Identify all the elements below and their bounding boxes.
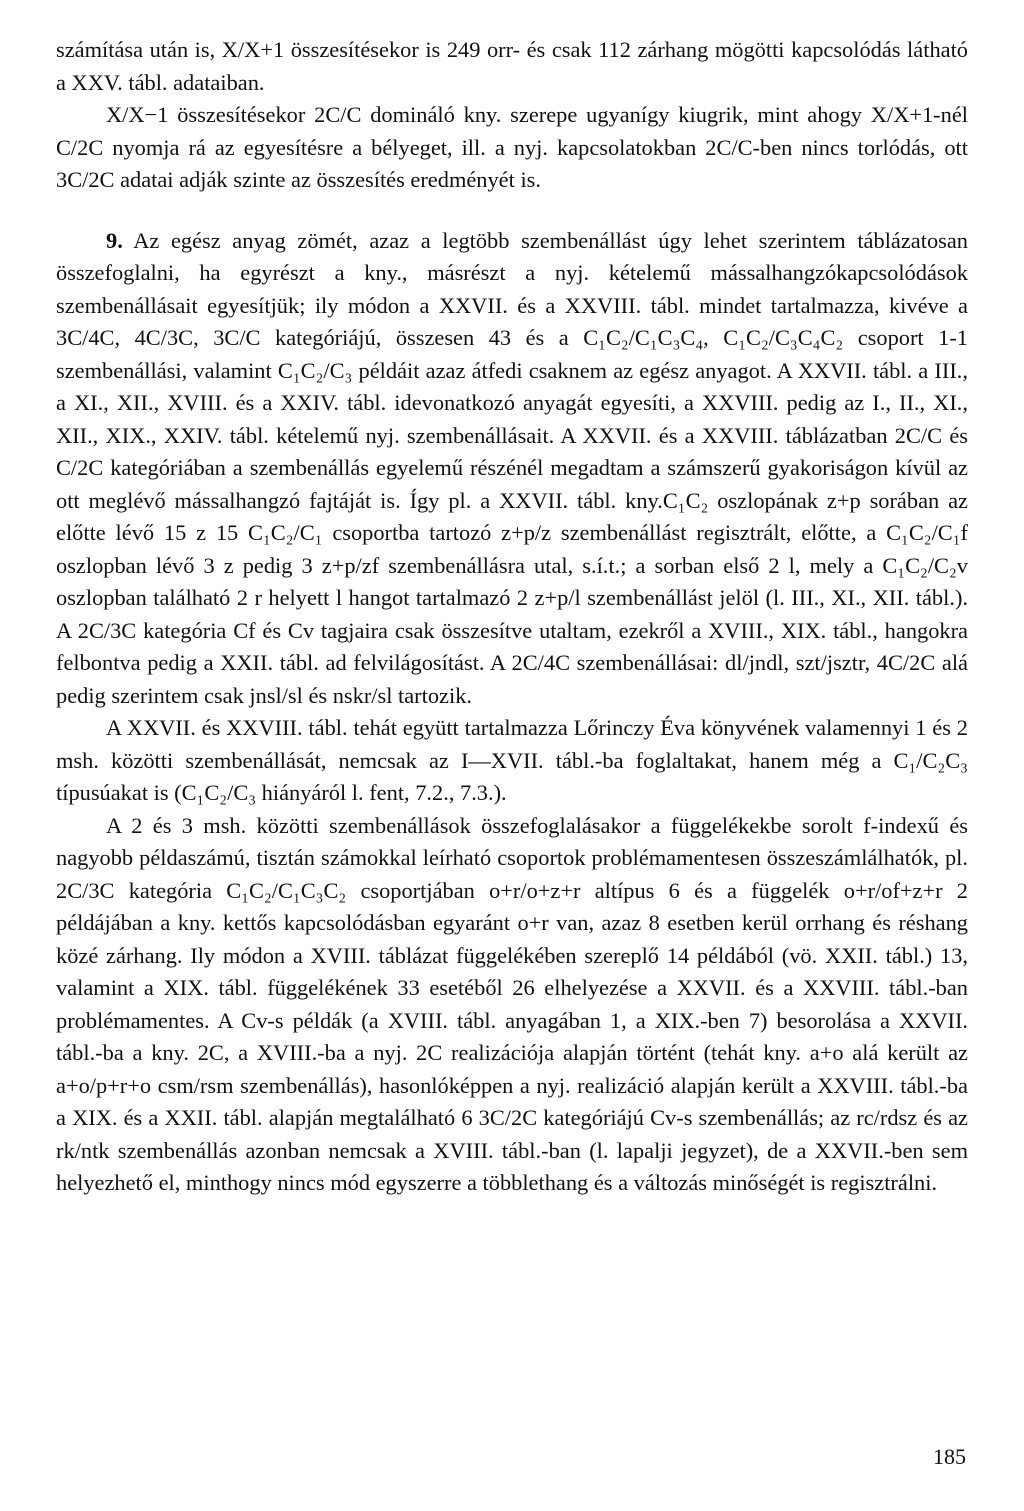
paragraph-3-section-9 [56, 225, 968, 713]
paragraph-5: A 2 és 3 msh. közötti szembenállások összefoglalásakor a függelékekbe sorolt f-indexű és nagyobb példaszámú, tisztán számokkal leírható csoportok problémamentesen összeszámlálhatók, pl. 2C/3C kategória C₁C₂/C₁C₃C₂ csoportjában o+r/o+z+r altípus 6 és a függelék o+r/of+z+r 2 példájában a kny. kettős kapcsolódásban egyaránt o+r van, azaz 8 esetben kerül orrhang és réshang közé zárhang. Ily módon a XVIII. táblázat függelékében szereplő 14 példából (vö. XXII. tábl.) 13, valamint a XIX. tábl. függelékének 33 esetéből 26 elhelyezése a XXVII. és a XXVIII. tábl.-ban problémamentes. A Cv-s példák (a XVIII. tábl. anyagában 1, a XIX.-ben 7) besorolása a XXVII. tábl.-ba a kny. 2C, a XVIII.-ba a nyj. 2C realizációja alapján történt (tehát kny. a+o alá került az a+o/p+r+o csm/rsm szembenállás), hasonlóképpen a nyj. realizáció alapján került a XXVIII. tábl.-ba a XIX. és a XXII. tábl. alapján megtalálható 6 3C/2C kategóriájú Cv-s szembenállás; az rc/rdsz és az rk/ntk szembenállás azonban nemcsak a XVIII. tábl.-ban (l. lapalji jegyzet), de a XXVII.-ben sem helyezhető el, minthogy nincs mód egyszerre a többlethang és a változás minőségét is regisztrálni. [56, 812, 968, 1195]
paragraph-2: X/X−1 összesítésekor 2C/C domináló kny. szerepe ugyanígy kiugrik, mint ahogy X/X+1-nél C/2C nyomja rá az egyesítésre a bélyeget, ill. a nyj. kapcsolatokban 2C/C-ben nincs torlódás, ott 3C/2C adatai adják szinte az összesítés eredményét is. [56, 102, 968, 192]
page-number: 185 [933, 1444, 966, 1469]
section-number: 9. [106, 227, 123, 253]
body-text [56, 34, 968, 1200]
paragraph-1: számítása után is, X/X+1 összesítésekor is 249 orr- és csak 112 zárhang mögötti kapcsolódás látható a XXV. tábl. adataiban. [56, 37, 968, 95]
paragraph-3-text: Az egész anyag zömét, azaz a legtöbb szembenállást úgy lehet szerintem táblázatosan összefoglalni, ha egyrészt a kny., másrészt a nyj. kételemű mássalhangzókapcsolódások szembenállásait egyesítjük; ily módon a XXVII. és a XXVIII. tábl. mindet tartalmazza, kivéve a 3C/4C, 4C/3C, 3C/C kategóriájú, összesen 43 és a C₁C₂/C₁C₃C₄, C₁C₂/C₃C₄C₂ csoport 1-1 szembenállási, valamint C₁C₂/C₃ példáit azaz átfedi csaknem az egész anyagot. A XXVII. tábl. a III., a XI., XII., XVIII. és a XXIV. tábl. idevonatkozó anyagát egyesíti, a XXVIII. pedig az I., II., XI., XII., XIX., XXIV. tábl. kételemű nyj. szembenállásait. A XXVII. és a XXVIII. táblázatban 2C/C és C/2C kategóriában a szembenállás egyelemű részénél megadtam a számszerű gyakoriságon kívül az ott meglévő mássalhangzó fajtáját is. Így pl. a XXVII. tábl. kny.C₁C₂ oszlopának z+p sorában az előtte lévő 15 z 15 C₁C₂/C₁ csoportba tartozó z+p/z szembenállást regisztrált, előtte, a C₁C₂/C₁f oszlopban lévő 3 z pedig 3 z+p/zf szembenállásra utal, s.í.t.; a sorban első 2 l, mely a C₁C₂/C₂v oszlopban található 2 r helyett l hangot tartalmazó 2 z+p/l szembenállást jelöl (l. III., XI., XII. tábl.). A 2C/3C kategória Cf és Cv tagjaira csak összesítve utaltam, ezekről a XVIII., XIX. tábl., hangokra felbontva pedig a XXII. tábl. ad felvilágosítást. A 2C/4C szembenállásai: dl/jndl, szt/jsztr, 4C/2C alá pedig szerintem csak jnsl/sl és nskr/sl tartozik. [56, 227, 968, 708]
paragraph-4: A XXVII. és XXVIII. tábl. tehát együtt tartalmazza Lőrinczy Éva könyvének valamennyi 1 és 2 msh. közötti szembenállását, nemcsak az I—XVII. tábl.-ba foglaltakat, hanem még a C₁/C₂C₃ típusúakat is (C₁C₂/C₃ hiányáról l. fent, 7.2., 7.3.). [56, 715, 968, 805]
